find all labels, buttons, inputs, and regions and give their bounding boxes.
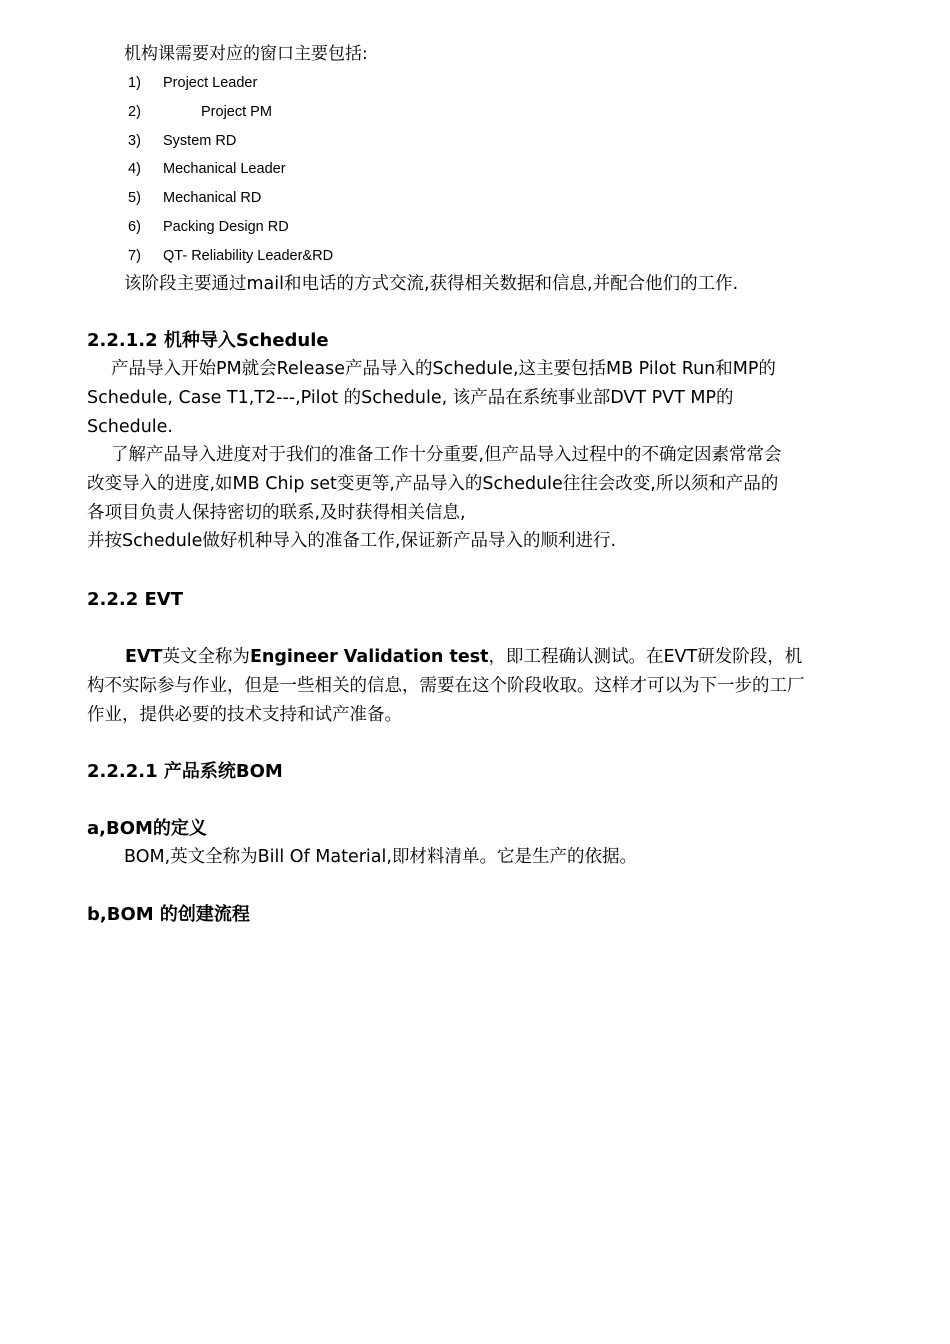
paragraph-line: 了解产品导入进度对于我们的准备工作十分重要,但产品导入过程中的不确定因素常常会 [111,445,782,465]
paragraph-line: Schedule. [87,416,173,437]
heading-2221: 2.2.2.1 产品系统BOM [87,761,283,782]
paragraph-line: 产品导入开始PM就会Release产品导入的Schedule,这主要包括MB Pilot Run和MP的 [111,359,776,379]
list-number: 3) [128,132,141,149]
communication-text: 该阶段主要通过mail和电话的方式交流,获得相关数据和信息,并配合他们的工作. [124,274,739,294]
list-number: 4) [128,161,141,178]
contact-list [128,72,333,274]
schedule-paragraph-1 [87,355,867,441]
heading-222: 2.2.2 EVT [87,589,184,610]
list-item [128,130,333,159]
evt-term: EVT [125,647,163,667]
bom-definition-text: BOM,英文全称为Bill Of Material,即材料清单。它是生产的依据。 [124,847,637,867]
paragraph-line: 并按Schedule做好机种导入的准备工作,保证新产品导入的顺利进行. [87,531,617,552]
list-label: System RD [163,132,237,149]
heading-bom-definition: a,BOM的定义 [87,818,207,839]
evt-text-2: ，即工程确认测试。在EVT研发阶段，机 [488,647,803,667]
intro-text: 机构课需要对应的窗口主要包括: [124,44,368,64]
paragraph-line: 构不实际参与作业，但是一些相关的信息，需要在这个阶段收取。这样才可以为下一步的工厂 [87,675,805,696]
list-label: Mechanical RD [163,190,262,207]
list-item [128,187,333,216]
list-number: 2) [128,103,141,120]
list-item [128,158,333,187]
evt-fullname: Engineer Validation test [249,647,489,667]
list-number: 5) [128,190,141,207]
paragraph-line [87,643,867,672]
list-item [128,72,333,101]
list-label: Mechanical Leader [163,161,286,178]
list-label: Packing Design RD [163,218,289,235]
heading-bom-process: b,BOM 的创建流程 [87,904,250,925]
list-item [128,216,333,245]
paragraph-line: 作业，提供必要的技术支持和试产准备。 [87,704,402,725]
paragraph-line: 各项目负责人保持密切的联系,及时获得相关信息, [87,502,466,523]
heading-2212: 2.2.1.2 机种导入Schedule [87,330,329,351]
list-label: QT- Reliability Leader&RD [163,247,334,264]
paragraph-line: Schedule, Case T1,T2---,Pilot 的Schedule, 该产品在系统事业部DVT PVT MP的 [87,387,734,408]
evt-paragraph [87,643,867,729]
list-label: Project Leader [163,75,258,91]
list-item [128,101,333,130]
paragraph-line: 改变导入的进度,如MB Chip set变更等,产品导入的Schedule往往会改变,所以须和产品的 [87,473,779,494]
list-number: 1) [128,75,141,91]
evt-text-1: 英文全称为 [162,647,250,667]
list-label: Project PM [201,103,272,120]
list-number: 7) [128,247,141,264]
schedule-paragraph-2 [87,441,867,556]
list-number: 6) [128,218,141,235]
